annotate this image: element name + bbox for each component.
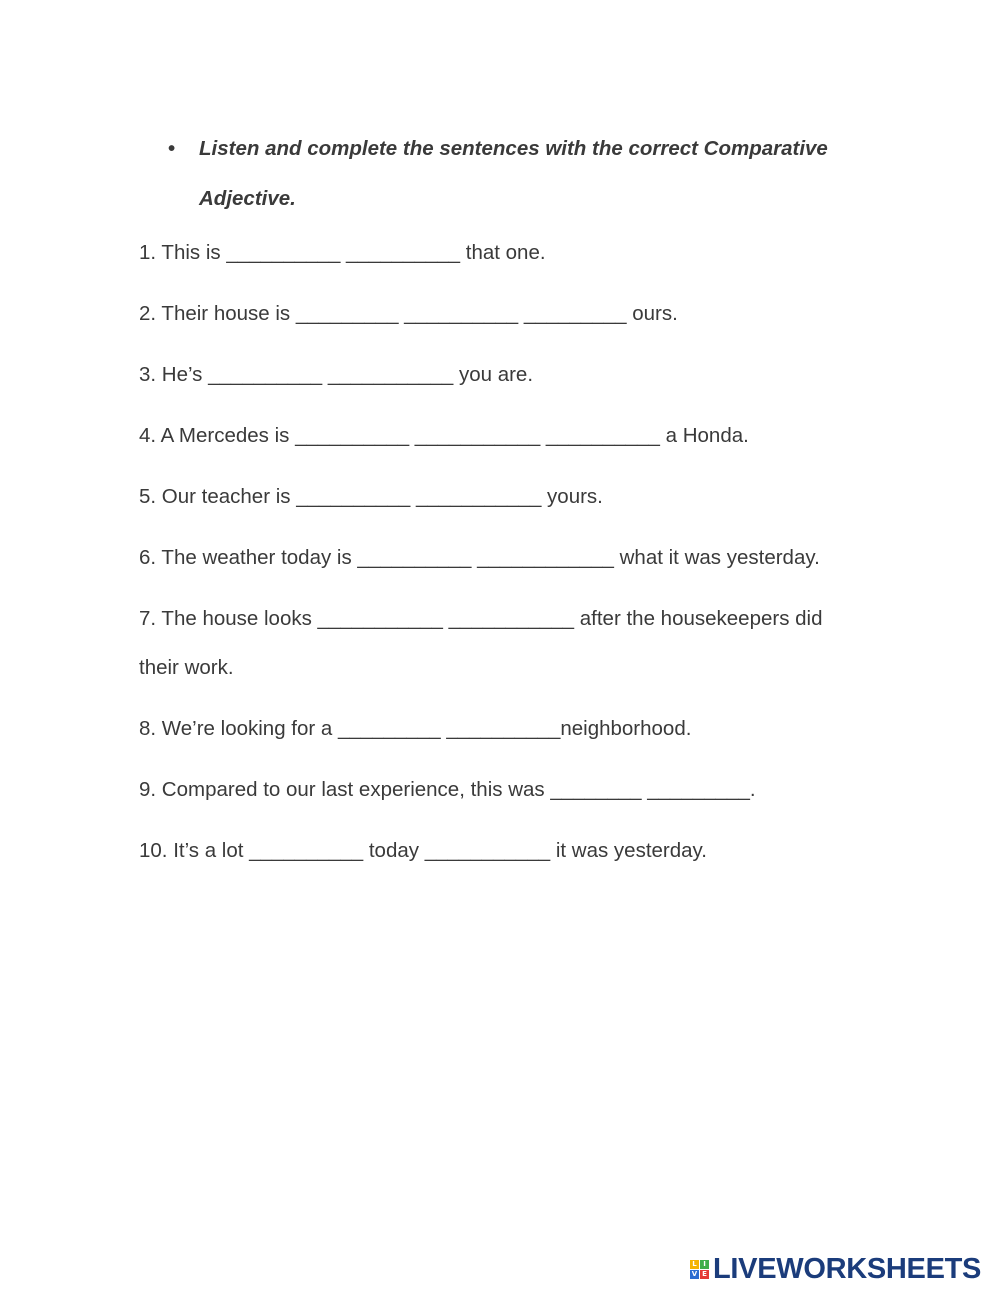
sentence-5: 5. Our teacher is __________ ___________ yours.	[139, 485, 603, 508]
sentence-2: 2. Their house is _________ __________ _________ ours.	[139, 302, 678, 325]
liveworksheets-logo	[690, 1252, 981, 1286]
instruction-text: Listen and complete the sentences with the correct Comparative Adjective.	[199, 137, 828, 210]
logo-tile: V	[691, 1269, 698, 1278]
sentence-4: 4. A Mercedes is __________ ___________ __________ a Honda.	[139, 424, 749, 447]
logo-tile: I	[700, 1260, 709, 1269]
brand-text: LIVEWORKSHEETS	[713, 1252, 982, 1285]
logo-tile: E	[700, 1270, 709, 1279]
sentence-10: 10. It’s a lot __________ today ___________ it was yesterday.	[139, 839, 707, 862]
sentence-9: 9. Compared to our last experience, this was ________ _________.	[139, 778, 756, 801]
sentence-6: 6. The weather today is __________ ____________ what it was yesterday.	[139, 546, 820, 569]
sentence-7: 7. The house looks ___________ ___________ after the housekeepers did their work.	[139, 607, 823, 679]
bullet-icon: •	[168, 137, 176, 160]
logo-tiles-icon	[690, 1260, 709, 1279]
sentence-8: 8. We’re looking for a _________ __________neighborhood.	[139, 717, 692, 740]
sentence-3: 3. He’s __________ ___________ you are.	[139, 363, 534, 386]
sentence-1: 1. This is __________ __________ that one.	[139, 241, 546, 264]
instruction	[168, 124, 888, 224]
logo-tile: L	[690, 1260, 699, 1269]
